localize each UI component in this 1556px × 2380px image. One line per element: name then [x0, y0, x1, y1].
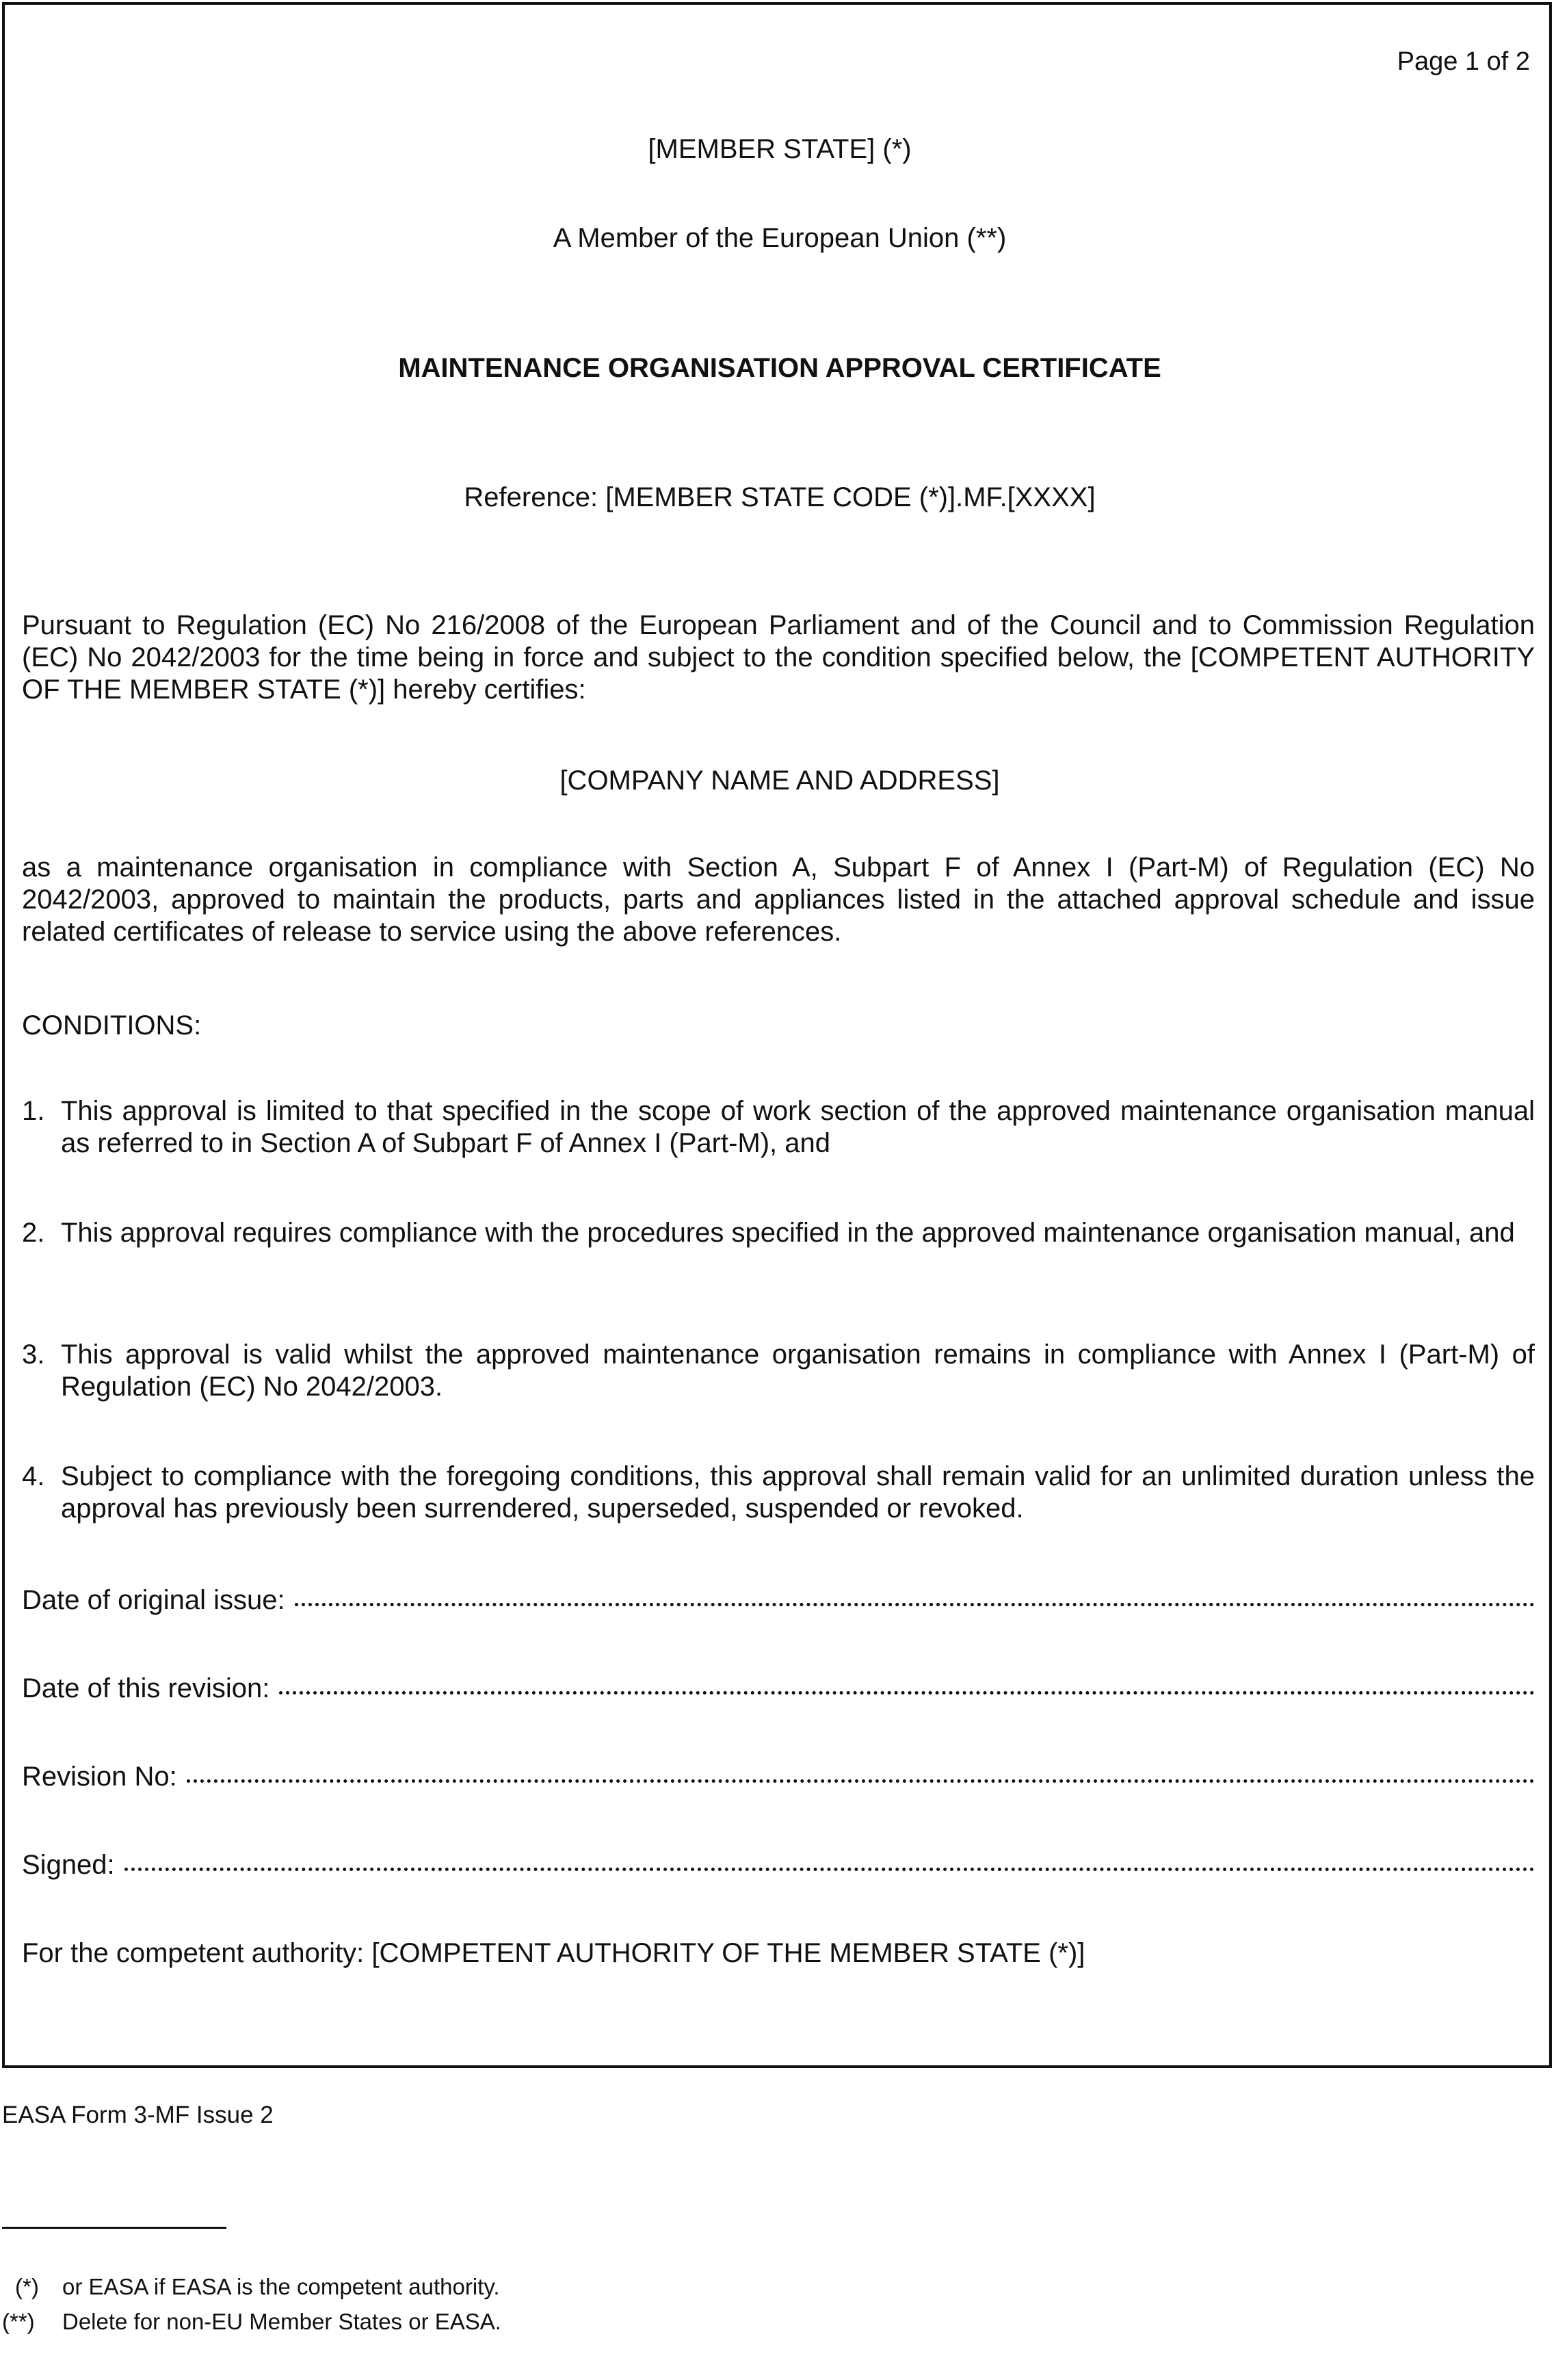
revision-no-label: Revision No:	[22, 1762, 177, 1792]
footnote-mark: (**)	[2, 2309, 35, 2334]
signed-field[interactable]	[22, 1851, 1535, 1879]
footnote-mark: (*)	[15, 2274, 39, 2299]
this-revision-field[interactable]	[22, 1675, 1535, 1702]
signed-label: Signed:	[22, 1850, 115, 1880]
this-revision-dotted-line[interactable]	[279, 1690, 1535, 1695]
company-name-address: [COMPANY NAME AND ADDRESS]	[559, 766, 1000, 796]
certificate-frame	[2, 2, 1552, 2068]
condition-number: 1.	[22, 1096, 45, 1126]
condition-text: Subject to compliance with the foregoing conditions, this approval shall remain valid for an unlimited duration unless the approval has previously been surrendered, superseded, suspended or revoked.	[61, 1461, 1535, 1524]
revision-no-dotted-line[interactable]	[187, 1779, 1535, 1783]
revision-no-field[interactable]	[22, 1763, 1535, 1790]
condition-number: 2.	[22, 1218, 45, 1248]
certificate-title: MAINTENANCE ORGANISATION APPROVAL CERTIFICATE	[398, 353, 1161, 383]
original-issue-field[interactable]	[22, 1586, 1535, 1614]
this-revision-label: Date of this revision:	[22, 1673, 270, 1703]
condition-text: This approval is valid whilst the approved maintenance organisation remains in compliance with Annex I (Part-M) of Regulation (EC) No 2042/2003.	[61, 1339, 1535, 1402]
condition-number: 4.	[22, 1461, 45, 1491]
footnote-text: Delete for non-EU Member States or EASA.	[62, 2309, 501, 2334]
compliance-paragraph: as a maintenance organisation in compliance with Section A, Subpart F of Annex I (Part-M) of Regulation (EC) No 2042/2003, approved to maintain the products, parts and appliances listed in the attached approval schedule and issue related certificates of release to service using the above references.	[22, 852, 1535, 947]
competent-authority-line: For the competent authority: [COMPETENT AUTHORITY OF THE MEMBER STATE (*)]	[22, 1938, 1085, 1968]
condition-text: This approval is limited to that specified in the scope of work section of the approved maintenance organisation manual as referred to in Section A of Subpart F of Annex I (Part-M), and	[61, 1096, 1535, 1158]
member-state: [MEMBER STATE] (*)	[648, 134, 912, 164]
conditions-heading: CONDITIONS:	[22, 1010, 202, 1041]
pursuant-paragraph: Pursuant to Regulation (EC) No 216/2008 of the European Parliament and of the Council and to Commission Regulation (EC) No 2042/2003 for the time being in force and subject to the condition specified below, the [COMPETENT AUTHORITY OF THE MEMBER STATE (*)] hereby certifies:	[22, 610, 1535, 705]
eu-member-line: A Member of the European Union (**)	[553, 223, 1007, 253]
form-identifier: EASA Form 3-MF Issue 2	[2, 2102, 274, 2128]
footnote-divider	[2, 2227, 226, 2229]
original-issue-dotted-line[interactable]	[295, 1602, 1535, 1606]
page-number: Page 1 of 2	[1397, 47, 1530, 76]
reference-line: Reference: [MEMBER STATE CODE (*)].MF.[XXXX]	[464, 482, 1096, 512]
footnote-text: or EASA if EASA is the competent authority.	[62, 2274, 500, 2299]
original-issue-label: Date of original issue:	[22, 1585, 285, 1615]
condition-text: This approval requires compliance with the procedures specified in the approved maintenance organisation manual, and	[61, 1218, 1515, 1248]
signed-dotted-line[interactable]	[124, 1867, 1535, 1871]
condition-number: 3.	[22, 1339, 45, 1370]
